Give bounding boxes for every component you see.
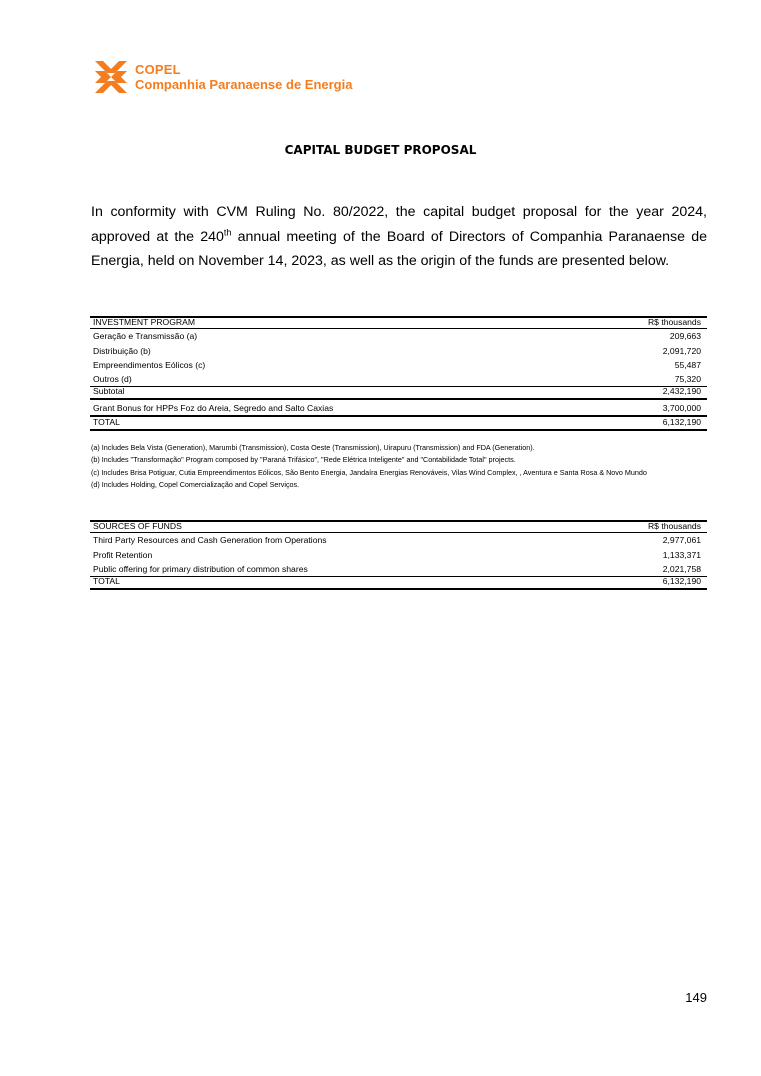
sources-total-label: TOTAL xyxy=(93,576,120,587)
intro-superscript: th xyxy=(223,226,232,237)
logo-name: COPEL xyxy=(135,61,181,77)
row-value: 75,320 xyxy=(674,374,701,385)
sources-header-unit: R$ thousands xyxy=(647,521,701,531)
investment-total-row xyxy=(90,417,707,431)
sources-table xyxy=(90,520,707,590)
logo-company-name: Companhia Paranaense de Energia xyxy=(135,76,353,92)
footnote-d: (d) Includes Holding, Copel Comercialização and Copel Serviços. xyxy=(91,479,300,489)
table-row xyxy=(90,343,707,357)
footnote-c: (c) Includes Brisa Potiguar, Cutia Empreendimentos Eólicos, São Bento Energia, Jandaíra Energias Renováveis, Vilas Wind Complex, , Aventura e Santa Rosa & Novo Mundo xyxy=(91,467,647,477)
investment-table xyxy=(90,316,707,431)
table-row xyxy=(90,547,707,561)
row-value: 2,977,061 xyxy=(662,535,701,546)
row-label: Public offering for primary distribution of common shares xyxy=(93,563,308,574)
copel-logo xyxy=(93,59,352,95)
grant-bonus-value: 3,700,000 xyxy=(662,402,701,413)
investment-header-label: INVESTMENT PROGRAM xyxy=(93,317,196,327)
table-row xyxy=(90,562,707,576)
investment-total-label: TOTAL xyxy=(93,417,120,428)
copel-logo-icon xyxy=(93,59,129,95)
row-value: 2,021,758 xyxy=(662,563,701,574)
page-title: CAPITAL BUDGET PROPOSAL xyxy=(284,143,477,157)
investment-header-row xyxy=(90,316,707,329)
table-row xyxy=(90,329,707,343)
sources-header-row xyxy=(90,520,707,533)
row-label: Empreendimentos Eólicos (c) xyxy=(93,359,206,370)
sources-total-value: 6,132,190 xyxy=(662,576,701,587)
intro-text-part2: annual meeting of the Board of Directors of Companhia Paranaense de Energia, held on November 14, 2023, as well as the origin of the funds are presented below. xyxy=(91,228,707,269)
row-label: Third Party Resources and Cash Generation from Operations xyxy=(93,535,327,546)
row-value: 1,133,371 xyxy=(662,549,701,560)
row-value: 55,487 xyxy=(674,359,701,370)
table-row xyxy=(90,358,707,372)
footnotes xyxy=(91,443,651,492)
investment-total-value: 6,132,190 xyxy=(662,417,701,428)
row-label: Geração e Transmissão (a) xyxy=(93,331,198,342)
subtotal-label: Subtotal xyxy=(93,386,125,397)
sources-total-row xyxy=(90,576,707,590)
intro-paragraph xyxy=(91,200,707,274)
table-row xyxy=(90,372,707,386)
footnote-a: (a) Includes Bela Vista (Generation), Marumbi (Transmission), Costa Oeste (Transmission), Uirapuru (Transmission) and FDA (Generation). xyxy=(91,443,535,452)
investment-header-unit: R$ thousands xyxy=(647,317,701,327)
grant-bonus-label: Grant Bonus for HPPs Foz do Areia, Segredo and Salto Caxias xyxy=(93,402,334,413)
row-label: Distribuição (b) xyxy=(93,345,151,356)
page-number: 149 xyxy=(685,990,707,1005)
intro-text-part1: In conformity with CVM Ruling No. 80/2022, the capital budget proposal for the year 2024, approved at the 240 xyxy=(91,204,707,245)
grant-bonus-row xyxy=(90,402,707,416)
table-row xyxy=(90,533,707,547)
row-value: 2,091,720 xyxy=(662,345,701,356)
row-label: Outros (d) xyxy=(93,374,132,385)
footnote-b: (b) Includes "Transformação" Program composed by "Paraná Trifásico", "Rede Elétrica Inteligente" and "Contabilidade Total" projects. xyxy=(91,455,516,465)
subtotal-row xyxy=(90,386,707,400)
row-label: Profit Retention xyxy=(93,549,153,560)
subtotal-value: 2,432,190 xyxy=(662,386,701,397)
sources-header-label: SOURCES OF FUNDS xyxy=(93,521,182,531)
row-value: 209,663 xyxy=(669,331,701,342)
